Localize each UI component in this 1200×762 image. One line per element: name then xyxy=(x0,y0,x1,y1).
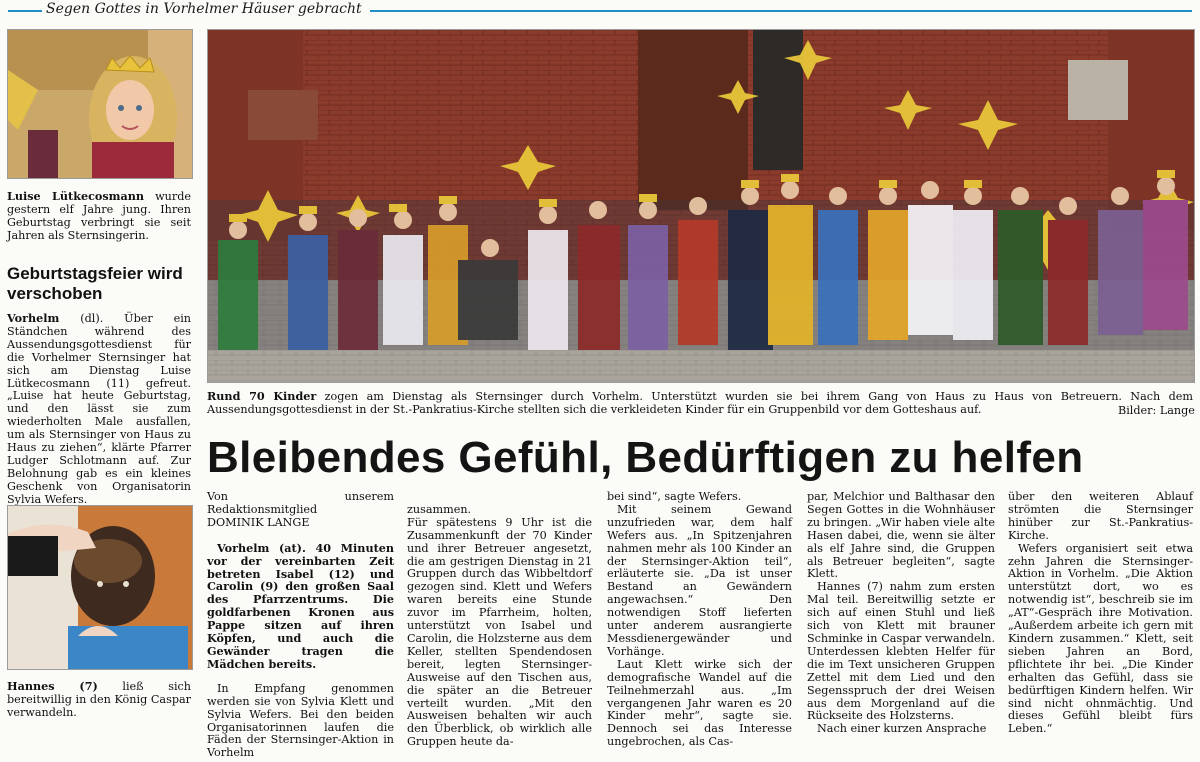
article-column-1 xyxy=(207,491,394,760)
article-paragraph: über den weiteren Ablauf strömten die Sternsinger hinüber zur St.-Pankratius-Kirche. xyxy=(1008,490,1193,542)
article-column-5 xyxy=(1008,491,1193,736)
article-paragraph: Hannes (7) nahm zum ersten Mal teil. Bereitwillig setzte er sich auf einen Stuhl und ließ sich von Klett mit brauner Schminke in Caspar verwandeln. Unterdessen klebten Helfer für die im Text unsicheren Gruppen Zettel mit dem Lied und den Segensspruch der drei Weisen aus dem Morgenland auf die Rückseite des Holzsterns. xyxy=(807,580,995,723)
article-paragraph: par, Melchior und Balthasar den Segen Gottes in die Wohnhäuser zu bringen. „Wir haben viele alte Hasen dabei, die, wenn sie älter als elf Jahre sind, die Gruppen als Betreuer begleiten“, sagte Klett. xyxy=(807,490,995,581)
photo-luise-caption: Luise Lütkecosmann wurde gestern elf Jahre jung. Ihren Geburtstag verbringt sie seit Jahren als Sternsingerin. xyxy=(7,189,191,242)
photo-luise xyxy=(7,29,193,179)
article-column-4 xyxy=(807,491,995,736)
kicker-rule-right xyxy=(370,10,1192,12)
article-paragraph: Wefers organisiert seit etwa zehn Jahren die Sternsinger-Aktion in Vorhelm. „Die Aktion unterstützt dort, wo es notwendig ist“, beschreib sie im „AT“-Gespräch ihre Motivation. „Außerdem arbeite ich gern mit Kindern zusammen.“ Klett, seit sieben Jahren an Bord, pflichtete ihr bei. „Die Kinder erhalten das Gefühl, dass sie bedürftigen Kindern helfen. Wir sind nicht ohnmächtig. Und dieses Gefühl bleibt fürs Leben.“ xyxy=(1008,541,1193,736)
article-paragraph: bei sind“, sagte Wefers. xyxy=(607,490,742,503)
article-paragraph: Nach einer kurzen Ansprache xyxy=(817,722,987,736)
side-headline: Geburtstagsfeier wird verschoben xyxy=(7,264,183,303)
article-column-3 xyxy=(607,491,792,749)
article-column-2 xyxy=(407,491,592,762)
article-paragraph: Laut Klett wirke sich der demografische Wandel auf die Teilnehmerzahl aus. „Im vergangenen Jahr waren es 20 Kinder mehr“, sagte sie. Dennoch sei das Interesse ungebrochen, als Cas- xyxy=(607,657,792,749)
byline-line1: Von unserem Redaktionsmitglied xyxy=(207,490,394,516)
article-paragraph: zusammen. Für spätestens 9 Uhr ist die Zusammenkunft der 70 Kinder und ihrer Betreuer angesetzt, die am gestrigen Dienstag in 21 Gruppen durch das Wibbeltdorf gezogen sind. Klett und Wefers waren bereits eine Stunde zuvor im Pfarrheim, holten, unterstützt von Isabel und Carolin, die Holzsterne aus dem Keller, stellten Spendendosen bereit, legten Sternsinger-Ausweise auf den Tischen aus, die später an die Betreuer verteilt wurden. „Mit den Ausweisen behalten wir auch den Überblick, ob wirklich alle Gruppen heute da- xyxy=(407,502,592,749)
article-lead: Vorhelm (at). 40 Minuten vor der vereinbarten Zeit betreten Isabel (12) und Carolin (9) den großen Saal des Pfarrzentrums. Die goldfarbenen Kronen aus Pappe sitzen auf ihren Köpfen, und auch die Gewänder tragen die Mädchen bereits. xyxy=(207,540,394,671)
photo-hannes-caption: Hannes (7) ließ sich bereitwillig in den König Caspar verwandeln. xyxy=(7,679,191,719)
side-article: Vorhelm (dl). Über ein Ständchen während des Aussendungsgottesdienst für die Vorhelmer Sternsinger hat sich am Dienstag Luise Lütkecosmann (11) gefreut. „Luise hat heute Geburtstag, und den lässt sie zum wiederholten Male ausfallen, um als Sternsinger von Haus zu Haus zu ziehen“, klärte Pfarrer Ludger Schlotmann auf. Zur Belohnung gab es ein kleines Geschenk von Organisatorin Sylvia Wefers. xyxy=(7,311,191,506)
kicker: Segen Gottes in Vorhelmer Häuser gebracht xyxy=(42,1,366,17)
article-paragraph: In Empfang genommen werden sie von Sylvia Klett und Sylvia Wefers. Bei den beiden Organisatorinnen laufen die Fäden der Sternsinger-Aktion in Vorhelm xyxy=(207,681,394,760)
byline-author: DOMINIK LANGE xyxy=(207,515,310,529)
photo-group-caption: Rund 70 Kinder zogen am Dienstag als Sternsinger durch Vorhelm. Unterstützt wurden sie bei ihrem Gang von Haus zu Haus von Betreuern. Nach dem Aussendungsgottesdienst in der St.-Pankratius-Kirche stellten sich die verkleideten Kinder für ein Gruppenbild vor dem Gotteshaus auf. xyxy=(207,389,1193,416)
photo-credit: Bilder: Lange xyxy=(1118,404,1195,417)
article-paragraph: Mit seinem Gewand unzufrieden war, dem half Wefers aus. „In Spitzenjahren nahmen mehr als 100 Kinder an der Sternsinger-Aktion teil“, erläuterte sie. „Da ist unser Bestand an Gewändern angewachsen.“ Den notwendigen Stoff lieferten unter anderem ausrangierte Messdienergewänder und Vorhänge. xyxy=(607,502,792,658)
photo-hannes xyxy=(7,505,193,670)
article-headline: Bleibendes Gefühl, Bedürftigen zu helfen xyxy=(207,433,1084,482)
photo-group-sternsinger xyxy=(207,29,1195,383)
kicker-rule-left xyxy=(8,10,44,12)
